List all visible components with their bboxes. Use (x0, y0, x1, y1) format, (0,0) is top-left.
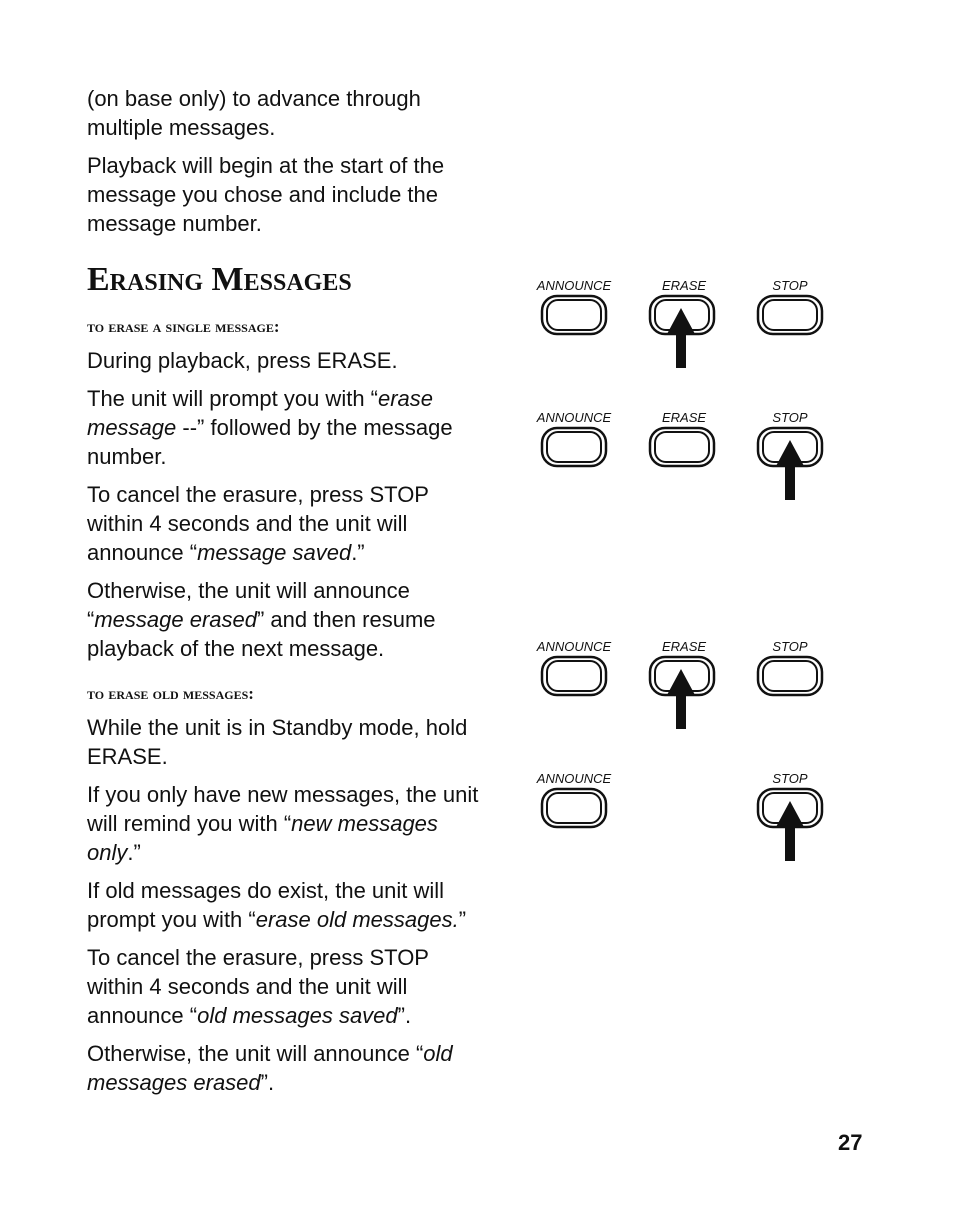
single-paragraph-2: The unit will prompt you with “erase message --” followed by the message number. (87, 386, 453, 469)
diagram-press-stop (530, 410, 840, 522)
old-paragraph-2: If you only have new messages, the unit will remind you with “new messages only.” (87, 782, 479, 865)
stop-button (756, 655, 824, 697)
erase-label: ERASE (661, 278, 707, 293)
announce-label: ANNOUNCE (536, 771, 612, 786)
press-arrow-icon (776, 440, 804, 500)
stop-label: STOP (772, 639, 808, 654)
stop-label: STOP (772, 410, 808, 425)
press-arrow-icon (776, 801, 804, 861)
intro-paragraph-1: (on base only) to advance through multiple messages. (87, 86, 421, 140)
page-number: 27 (838, 1130, 863, 1155)
erase-label: ERASE (661, 639, 707, 654)
announce-button (540, 294, 608, 336)
announce-label: ANNOUNCE (536, 639, 612, 654)
single-paragraph-4: Otherwise, the unit will announce “message erased” and then resume playback of the next message. (87, 578, 436, 661)
old-paragraph-1: While the unit is in Standby mode, hold ERASE. (87, 715, 468, 769)
diagram-press-stop-old (530, 771, 840, 883)
text-column (87, 84, 479, 1106)
single-paragraph-3: To cancel the erasure, press STOP within 4 seconds and the unit will announce “message saved.” (87, 482, 429, 565)
stop-label: STOP (772, 771, 808, 786)
announce-button (540, 426, 608, 468)
subhead-single-message: to erase a single message: (87, 317, 280, 336)
diagram-hold-erase (530, 639, 840, 751)
press-arrow-icon (667, 308, 695, 368)
announce-label: ANNOUNCE (536, 278, 612, 293)
press-arrow-icon (667, 669, 695, 729)
diagram-press-erase (530, 278, 840, 390)
stop-label: STOP (772, 278, 808, 293)
announce-button (540, 655, 608, 697)
old-paragraph-5: Otherwise, the unit will announce “old messages erased”. (87, 1041, 453, 1095)
section-heading: Erasing Messages (87, 261, 352, 298)
old-paragraph-3: If old messages do exist, the unit will prompt you with “erase old messages.” (87, 878, 467, 932)
announce-label: ANNOUNCE (536, 410, 612, 425)
announce-button (540, 787, 608, 829)
single-paragraph-1: During playback, press ERASE. (87, 348, 398, 373)
stop-button (756, 294, 824, 336)
subhead-old-messages: to erase old messages: (87, 684, 254, 703)
old-paragraph-4: To cancel the erasure, press STOP within 4 seconds and the unit will announce “old messages saved”. (87, 945, 429, 1028)
intro-paragraph-2: Playback will begin at the start of the message you chose and include the message number. (87, 153, 445, 236)
erase-button (648, 426, 716, 468)
erase-label: ERASE (661, 410, 707, 425)
